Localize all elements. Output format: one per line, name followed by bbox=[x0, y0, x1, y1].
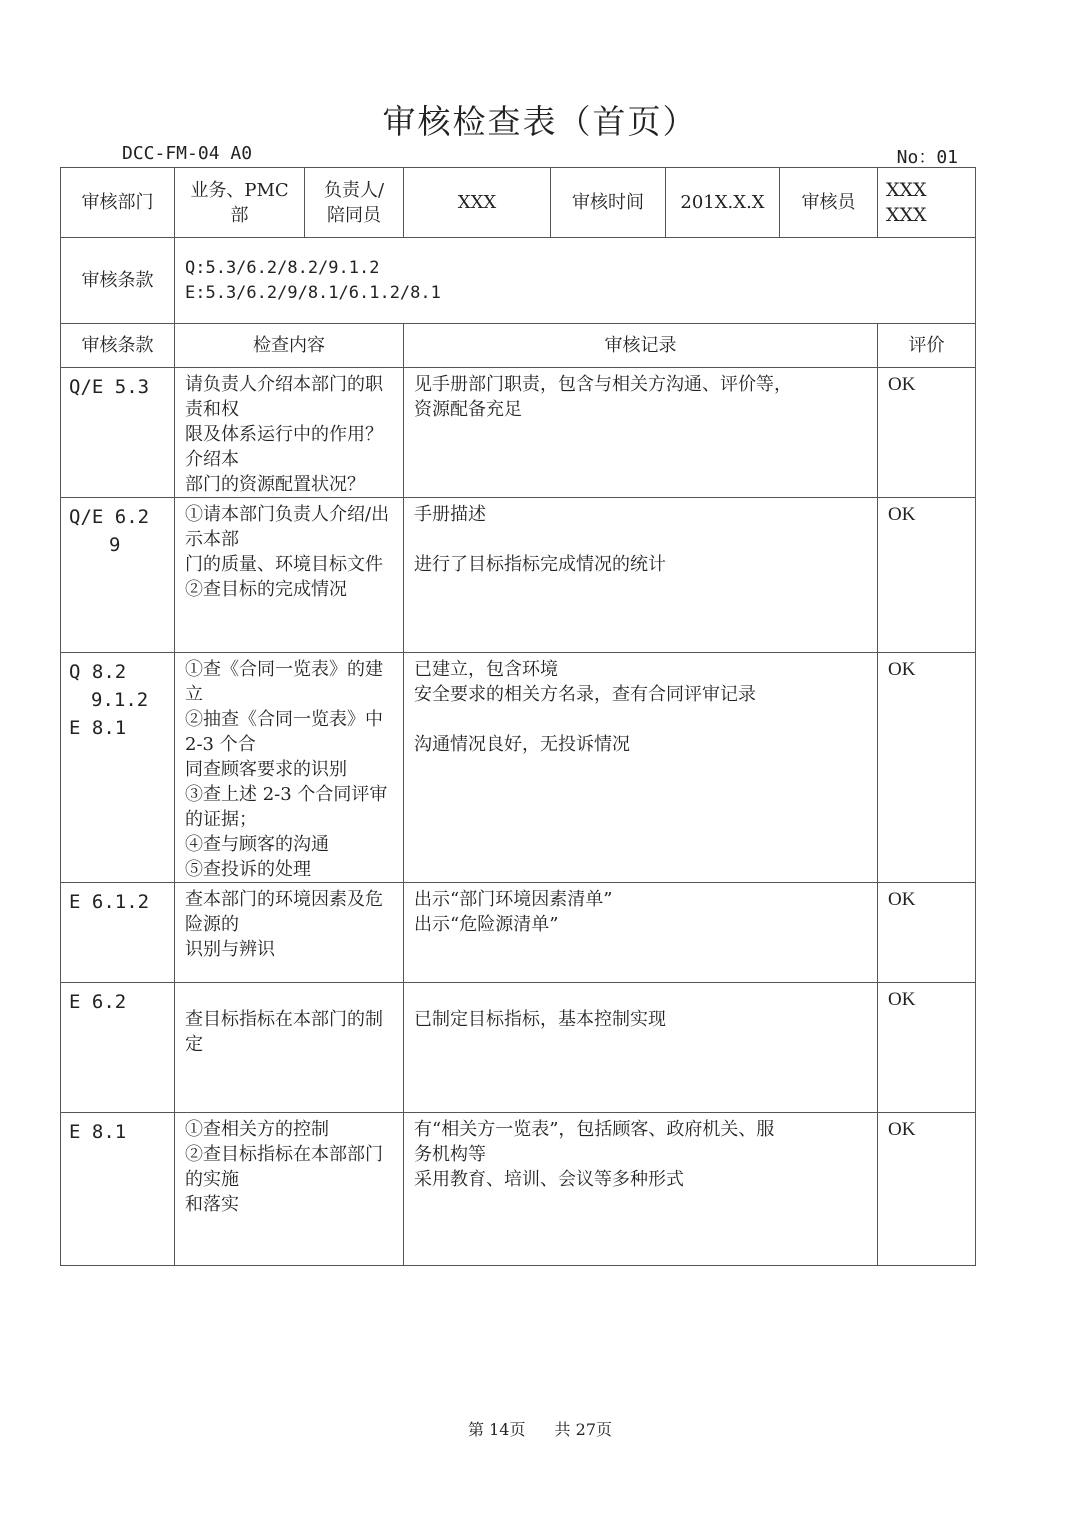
table-row bbox=[61, 368, 976, 498]
record-line: 出示“危险源清单” bbox=[414, 914, 559, 935]
audit-time-value: 201X.X.X bbox=[666, 168, 780, 238]
row-content bbox=[175, 498, 404, 653]
row-clause bbox=[61, 983, 175, 1113]
record-line: 手册描述 bbox=[414, 504, 486, 525]
record-line: 采用教育、培训、会议等多种形式 bbox=[414, 1169, 684, 1190]
responsible-label-line: 负责人/ bbox=[323, 179, 385, 201]
page-footer bbox=[0, 1417, 1080, 1440]
record-line: 见手册部门职责，包含与相关方沟通、评价等， bbox=[414, 374, 792, 395]
document-code: DCC-FM-04 A0 bbox=[122, 143, 253, 164]
clauses-e-line: E:5.3/6.2/9/8.1/6.1.2/8.1 bbox=[185, 282, 441, 303]
row-record bbox=[404, 883, 878, 983]
row-clause bbox=[61, 498, 175, 653]
column-header-clause: 审核条款 bbox=[61, 324, 175, 368]
content-line: 同查顾客要求的识别 bbox=[185, 759, 347, 780]
dept-value-line: 部 bbox=[230, 204, 249, 226]
clause-line: Q/E 5.3 bbox=[69, 376, 150, 398]
row-content bbox=[175, 1113, 404, 1266]
record-line: 资源配备充足 bbox=[414, 399, 522, 420]
dept-value bbox=[175, 168, 305, 238]
auditor-value-line: XXX bbox=[886, 203, 927, 226]
content-line: 部门的资源配置状况？ bbox=[185, 474, 365, 495]
auditor-value bbox=[878, 168, 976, 238]
record-spacer bbox=[414, 527, 867, 552]
record-line: 安全要求的相关方名录，查有合同评审记录 bbox=[414, 684, 756, 705]
row-clause bbox=[61, 883, 175, 983]
clause-line: Q/E 6.2 bbox=[69, 506, 150, 528]
audit-time-label: 审核时间 bbox=[551, 168, 666, 238]
record-spacer bbox=[414, 707, 867, 732]
content-line: 查本部门的环境因素及危险源的 bbox=[185, 889, 383, 935]
auditor-label: 审核员 bbox=[780, 168, 878, 238]
clauses-row bbox=[61, 238, 976, 324]
row-rating: OK bbox=[878, 368, 976, 498]
clauses-value bbox=[175, 238, 976, 324]
clause-line: E 6.2 bbox=[69, 991, 127, 1013]
table-row bbox=[61, 883, 976, 983]
clause-line: Q 8.2 bbox=[69, 661, 127, 683]
clause-line: 9.1.2 bbox=[91, 689, 149, 711]
column-header-rating: 评价 bbox=[878, 324, 976, 368]
content-line: 门的质量、环境目标文件 bbox=[185, 554, 383, 575]
row-content bbox=[175, 653, 404, 883]
content-line: ③查上述 2-3 个合同评审的证据； bbox=[185, 784, 388, 830]
audit-checklist-table bbox=[60, 167, 976, 1266]
responsible-value: XXX bbox=[404, 168, 551, 238]
row-record bbox=[404, 983, 878, 1113]
dept-label: 审核部门 bbox=[61, 168, 175, 238]
content-line: 和落实 bbox=[185, 1194, 239, 1215]
row-record bbox=[404, 498, 878, 653]
footer-page-number: 第 14页 bbox=[468, 1420, 526, 1439]
content-line: 查目标指标在本部门的制定 bbox=[185, 1009, 383, 1055]
content-line: ①查《合同一览表》的建立 bbox=[185, 659, 383, 705]
content-line: ②查目标的完成情况 bbox=[185, 579, 347, 600]
document-number: No：01 bbox=[896, 147, 958, 168]
column-header-record: 审核记录 bbox=[404, 324, 878, 368]
row-record bbox=[404, 653, 878, 883]
record-line: 有“相关方一览表”，包括顾客、政府机关、服 bbox=[414, 1119, 775, 1140]
responsible-label bbox=[305, 168, 404, 238]
row-clause bbox=[61, 368, 175, 498]
table-row bbox=[61, 983, 976, 1113]
row-clause bbox=[61, 1113, 175, 1266]
content-line: 请负责人介绍本部门的职责和权 bbox=[185, 374, 383, 420]
content-line: ①请本部门负责人介绍/出示本部 bbox=[185, 504, 390, 550]
row-clause bbox=[61, 653, 175, 883]
record-line: 已制定目标指标，基本控制实现 bbox=[414, 1009, 666, 1030]
table-row bbox=[61, 1113, 976, 1266]
row-content bbox=[175, 883, 404, 983]
record-line: 已建立，包含环境 bbox=[414, 659, 558, 680]
content-line: ②抽查《合同一览表》中 2-3 个合 bbox=[185, 709, 383, 755]
content-line: ②查目标指标在本部部门的实施 bbox=[185, 1144, 383, 1190]
footer-total-pages: 共 27页 bbox=[554, 1420, 612, 1439]
row-rating: OK bbox=[878, 983, 976, 1113]
clause-line: E 6.1.2 bbox=[69, 891, 150, 913]
responsible-label-line: 陪同员 bbox=[327, 204, 381, 226]
record-line: 出示“部门环境因素清单” bbox=[414, 889, 613, 910]
table-row bbox=[61, 498, 976, 653]
row-rating: OK bbox=[878, 1113, 976, 1266]
header-row bbox=[61, 168, 976, 238]
clauses-q-line: Q:5.3/6.2/8.2/9.1.2 bbox=[185, 257, 380, 278]
content-line: ①查相关方的控制 bbox=[185, 1119, 329, 1140]
record-line: 沟通情况良好，无投诉情况 bbox=[414, 734, 630, 755]
row-content bbox=[175, 983, 404, 1113]
row-record bbox=[404, 1113, 878, 1266]
auditor-value-line: XXX bbox=[886, 178, 927, 201]
clause-line: 9 bbox=[109, 534, 121, 556]
clause-line: E 8.1 bbox=[69, 1121, 127, 1143]
content-line: 识别与辨识 bbox=[185, 939, 275, 960]
column-header-row bbox=[61, 324, 976, 368]
row-record bbox=[404, 368, 878, 498]
content-line: ⑤查投诉的处理 bbox=[185, 859, 311, 880]
clauses-label: 审核条款 bbox=[61, 238, 175, 324]
row-content bbox=[175, 368, 404, 498]
content-line: 限及体系运行中的作用？介绍本 bbox=[185, 424, 383, 470]
dept-value-line: 业务、PMC bbox=[190, 179, 289, 201]
row-rating: OK bbox=[878, 883, 976, 983]
row-rating: OK bbox=[878, 498, 976, 653]
record-line: 进行了目标指标完成情况的统计 bbox=[414, 554, 666, 575]
record-line: 务机构等 bbox=[414, 1144, 486, 1165]
clause-line: E 8.1 bbox=[69, 717, 127, 739]
row-rating: OK bbox=[878, 653, 976, 883]
table-row bbox=[61, 653, 976, 883]
column-header-content: 检查内容 bbox=[175, 324, 404, 368]
page-title: 审核检查表（首页） bbox=[382, 102, 698, 141]
content-line: ④查与顾客的沟通 bbox=[185, 834, 329, 855]
